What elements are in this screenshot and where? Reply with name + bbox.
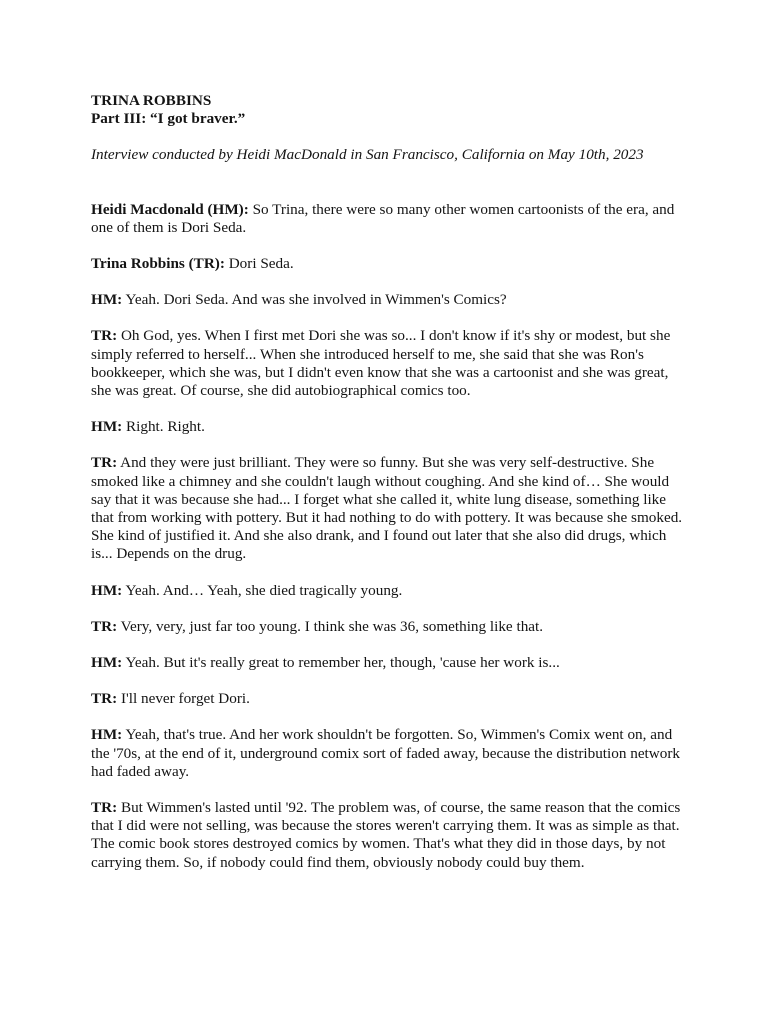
transcript-paragraph xyxy=(91,418,691,436)
transcript-paragraph xyxy=(91,726,691,781)
document-page xyxy=(91,92,691,872)
paragraph-text: Yeah. Dori Seda. And was she involved in Wimmen's Comics? xyxy=(122,291,507,309)
paragraph-text: Very, very, just far too young. I think she was 36, something like that. xyxy=(117,617,544,635)
speaker-label: TR: xyxy=(91,454,118,472)
speaker-label: TR: xyxy=(91,799,118,817)
transcript-paragraph xyxy=(91,291,691,309)
speaker-label: Trina Robbins (TR): xyxy=(91,255,225,273)
document-subtitle: Part III: “I got braver.” xyxy=(91,110,246,128)
speaker-label: TR: xyxy=(91,327,118,345)
interview-intro: Interview conducted by Heidi MacDonald in San Francisco, California on May 10th, 2023 xyxy=(91,146,644,164)
speaker-label: Heidi Macdonald (HM): xyxy=(91,200,249,218)
transcript-paragraph xyxy=(91,582,691,600)
speaker-label: HM: xyxy=(91,654,123,672)
paragraph-text: So Trina, there were so many other women cartoonists of the era, and one of them is Dori Seda. xyxy=(91,200,675,236)
paragraph-text: And they were just brilliant. They were so funny. But she was very self-destructive. She smoked like a chimney and she couldn't laugh without coughing. And she kind of… She would say that it was because she had... I forget what she called it, white lung disease, something like that from working with pottery. But it had nothing to do with pottery. It was because she smoked. She kind of justified it. And she also drank, and I found out later that she also did drugs, which is... Depends on the drug. xyxy=(91,454,683,563)
document-title: TRINA ROBBINS xyxy=(91,92,212,109)
paragraph-text: Yeah, that's true. And her work shouldn't be forgotten. So, Wimmen's Comix went on, and the '70s, at the end of it, underground comix sort of faded away, because the distribution network had faded away. xyxy=(91,726,680,780)
transcript-paragraph xyxy=(91,327,691,400)
interview-transcript xyxy=(91,201,691,872)
paragraph-text: Oh God, yes. When I first met Dori she was so... I don't know if it's shy or modest, but she simply referred to herself... When she introduced herself to me, she said that she was Ron's bookkeeper, which she was, but I didn't even know that she was a cartoonist and she was great, she was great. Of course, she did autobiographical comics too. xyxy=(91,327,671,400)
transcript-paragraph xyxy=(91,255,691,273)
paragraph-text: Yeah. And… Yeah, she died tragically young. xyxy=(122,581,403,599)
transcript-paragraph xyxy=(91,799,691,872)
transcript-paragraph xyxy=(91,690,691,708)
speaker-label: HM: xyxy=(91,726,123,744)
transcript-paragraph xyxy=(91,654,691,672)
paragraph-text: Yeah. But it's really great to remember her, though, 'cause her work is... xyxy=(122,654,560,672)
transcript-paragraph xyxy=(91,618,691,636)
transcript-paragraph xyxy=(91,454,691,563)
speaker-label: HM: xyxy=(91,291,123,309)
speaker-label: HM: xyxy=(91,418,123,436)
paragraph-text: I'll never forget Dori. xyxy=(117,690,250,708)
speaker-label: HM: xyxy=(91,581,123,599)
paragraph-text: Dori Seda. xyxy=(224,255,294,273)
paragraph-text: But Wimmen's lasted until '92. The problem was, of course, the same reason that the comics that I did were not selling, was because the stores weren't carrying them. It was as simple as that. The comic book stores destroyed comics by women. That's what they did in those days, by not carrying them. So, if nobody could find them, obviously nobody could buy them. xyxy=(91,799,681,871)
transcript-paragraph xyxy=(91,201,691,237)
paragraph-text: Right. Right. xyxy=(122,418,205,436)
speaker-label: TR: xyxy=(91,690,118,708)
speaker-label: TR: xyxy=(91,617,118,635)
